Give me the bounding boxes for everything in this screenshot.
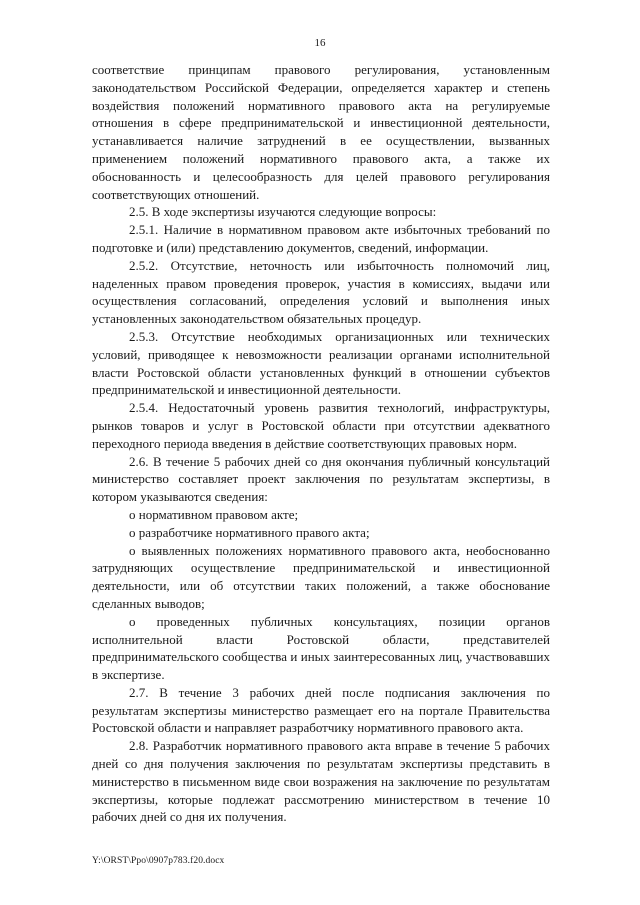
paragraph-2-5: 2.5. В ходе экспертизы изучаются следующие вопросы: — [129, 204, 437, 220]
paragraph-2-8: 2.8. Разработчик нормативного правового акта вправе в течение 5 рабочих дней со дня получения заключения по результатам экспертизы представить в министерство в письменном виде свои возражения на заключение по результатам экспертизы, которые подлежат рассмотрению министерством в течение 10 рабочих дней со дня их получения. — [92, 738, 550, 825]
file-path-footer: Y:\ORST\Ppo\0907p783.f20.docx — [92, 856, 225, 866]
paragraph-2-5-3: 2.5.3. Отсутствие необходимых организационных или технических условий, приводящее к невозможности реализации органами исполнительной власти Ростовской области установленных функций в отношении субъектов предпринимательской и инвестиционной деятельности. — [92, 328, 550, 398]
list-item-act: о нормативном правовом акте; — [129, 506, 299, 522]
page-number: 16 — [314, 37, 326, 49]
paragraph-2-6: 2.6. В течение 5 рабочих дней со дня окончания публичный консультаций министерство составляет проект заключения по результатам экспертизы, в котором указываются сведения: — [92, 453, 550, 505]
list-item-developer: о разработчике нормативного правого акта; — [129, 524, 370, 540]
paragraph-2-7: 2.7. В течение 3 рабочих дней после подписания заключения по результатам экспертизы министерство размещает его на портале Правительства Ростовской области и направляет разработчику нормативного правового акта. — [92, 684, 550, 736]
list-item-consultations: о проведенных публичных консультациях, позиции органов исполнительной власти Ростовской области, представителей предпринимательского сообщества и иных заинтересованных лиц, участвовавших в экспертизе. — [92, 613, 550, 683]
paragraph-2-5-1: 2.5.1. Наличие в нормативном правовом акте избыточных требований по подготовке и (или) представлению документов, сведений, информации. — [92, 222, 550, 255]
paragraph-continuation: соответствие принципам правового регулирования, установленным законодательством Российской Федерации, определяется характер и степень воздействия положений нормативного правового акта на регулируемые отношения в сфере предпринимательской и инвестиционной деятельности, устанавливается наличие затруднений в ее осуществлении, вызванных применением положений нормативного правового акта, а также их обоснованность и целесообразность для целей правового регулирования соответствующих отношений. — [92, 62, 550, 202]
paragraph-2-5-2: 2.5.2. Отсутствие, неточность или избыточность полномочий лиц, наделенных правом проведения проверок, участия в комиссиях, выдачи или осуществления согласований, определения условий и выполнения иных установленных законодательством обязательных процедур. — [92, 257, 550, 327]
list-item-provisions: о выявленных положениях нормативного правового акта, необоснованно затрудняющих осуществление предпринимательской и инвестиционной деятельности, или об отсутствии таких положений, а также обоснование сделанных выводов; — [92, 542, 550, 611]
document-body — [92, 61, 550, 826]
paragraph-2-5-4: 2.5.4. Недостаточный уровень развития технологий, инфраструктуры, рынков товаров и услуг в Ростовской области при отсутствии адекватного переходного периода введения в действие соответствующих правовых норм. — [92, 400, 550, 451]
